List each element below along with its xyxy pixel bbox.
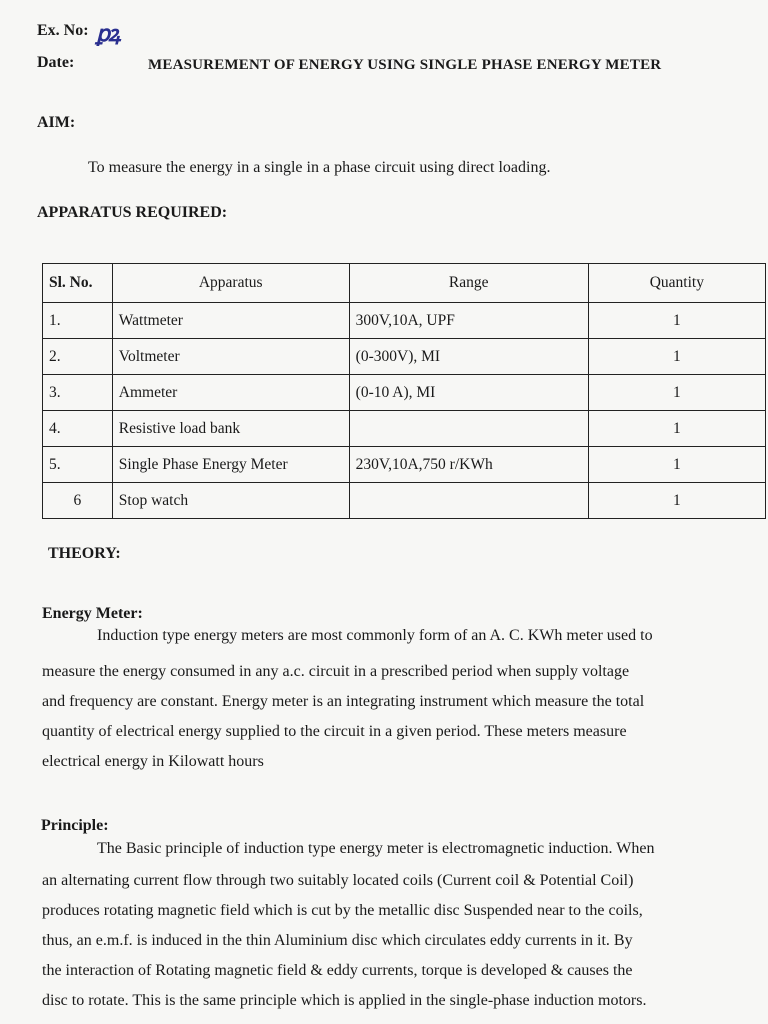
energy-meter-heading: Energy Meter: bbox=[42, 605, 143, 622]
column-header-sl-no: Sl. No. bbox=[43, 264, 113, 303]
table-row bbox=[43, 339, 766, 375]
paragraph-line: electrical energy in Kilowatt hours bbox=[42, 753, 264, 770]
cell-range bbox=[349, 483, 588, 519]
cell-quantity: 1 bbox=[588, 411, 765, 447]
aim-text: To measure the energy in a single in a phase circuit using direct loading. bbox=[88, 159, 551, 176]
cell-sl-no: 4. bbox=[43, 411, 113, 447]
document-title: MEASUREMENT OF ENERGY USING SINGLE PHASE ENERGY METER bbox=[148, 57, 662, 73]
cell-range: 300V,10A, UPF bbox=[349, 303, 588, 339]
cell-sl-no: 3. bbox=[43, 375, 113, 411]
energy-meter-first-line: Induction type energy meters are most commonly form of an A. C. KWh meter used to bbox=[97, 627, 653, 644]
cell-sl-no: 5. bbox=[43, 447, 113, 483]
apparatus-table bbox=[42, 263, 766, 519]
table-row bbox=[43, 375, 766, 411]
energy-meter-paragraph bbox=[42, 657, 732, 777]
cell-quantity: 1 bbox=[588, 483, 765, 519]
paragraph-line: thus, an e.m.f. is induced in the thin Aluminium disc which circulates eddy currents in it. By bbox=[42, 932, 633, 949]
paragraph-line: quantity of electrical energy supplied to the circuit in a given period. These meters measure bbox=[42, 723, 627, 740]
cell-apparatus: Voltmeter bbox=[112, 339, 349, 375]
table-row bbox=[43, 447, 766, 483]
apparatus-heading: APPARATUS REQUIRED: bbox=[37, 204, 228, 221]
cell-apparatus: Resistive load bank bbox=[112, 411, 349, 447]
paragraph-line: measure the energy consumed in any a.c. circuit in a prescribed period when supply voltage bbox=[42, 663, 630, 680]
cell-range bbox=[349, 411, 588, 447]
table-row bbox=[43, 483, 766, 519]
cell-apparatus: Ammeter bbox=[112, 375, 349, 411]
paragraph-line: and frequency are constant. Energy meter is an integrating instrument which measure the total bbox=[42, 693, 645, 710]
cell-apparatus: Wattmeter bbox=[112, 303, 349, 339]
cell-range: 230V,10A,750 r/KWh bbox=[349, 447, 588, 483]
cell-apparatus: Stop watch bbox=[112, 483, 349, 519]
column-header-apparatus: Apparatus bbox=[112, 264, 349, 303]
cell-sl-no: 6 bbox=[43, 483, 113, 519]
table-header-row bbox=[43, 264, 766, 303]
date-label: Date: bbox=[37, 54, 75, 71]
paragraph-line: the interaction of Rotating magnetic field & eddy currents, torque is developed & causes the bbox=[42, 962, 633, 979]
column-header-quantity: Quantity bbox=[588, 264, 765, 303]
principle-heading: Principle: bbox=[41, 817, 109, 834]
cell-sl-no: 1. bbox=[43, 303, 113, 339]
theory-heading: THEORY: bbox=[48, 545, 121, 562]
exercise-number-label: Ex. No: bbox=[37, 22, 89, 39]
principle-paragraph bbox=[42, 866, 732, 1016]
cell-sl-no: 2. bbox=[43, 339, 113, 375]
cell-quantity: 1 bbox=[588, 447, 765, 483]
cell-range: (0-300V), MI bbox=[349, 339, 588, 375]
table-row bbox=[43, 303, 766, 339]
column-header-range: Range bbox=[349, 264, 588, 303]
handwritten-number-mark: ꝑꝝ bbox=[96, 21, 119, 46]
paragraph-line: produces rotating magnetic field which is cut by the metallic disc Suspended near to the coils, bbox=[42, 902, 643, 919]
cell-apparatus: Single Phase Energy Meter bbox=[112, 447, 349, 483]
principle-first-line: The Basic principle of induction type energy meter is electromagnetic induction. When bbox=[97, 840, 655, 857]
cell-quantity: 1 bbox=[588, 339, 765, 375]
cell-quantity: 1 bbox=[588, 375, 765, 411]
aim-heading: AIM: bbox=[37, 114, 76, 131]
paragraph-line: disc to rotate. This is the same principle which is applied in the single-phase induction motors. bbox=[42, 992, 647, 1009]
paragraph-line: an alternating current flow through two suitably located coils (Current coil & Potential Coil) bbox=[42, 872, 634, 889]
cell-quantity: 1 bbox=[588, 303, 765, 339]
table-row bbox=[43, 411, 766, 447]
cell-range: (0-10 A), MI bbox=[349, 375, 588, 411]
